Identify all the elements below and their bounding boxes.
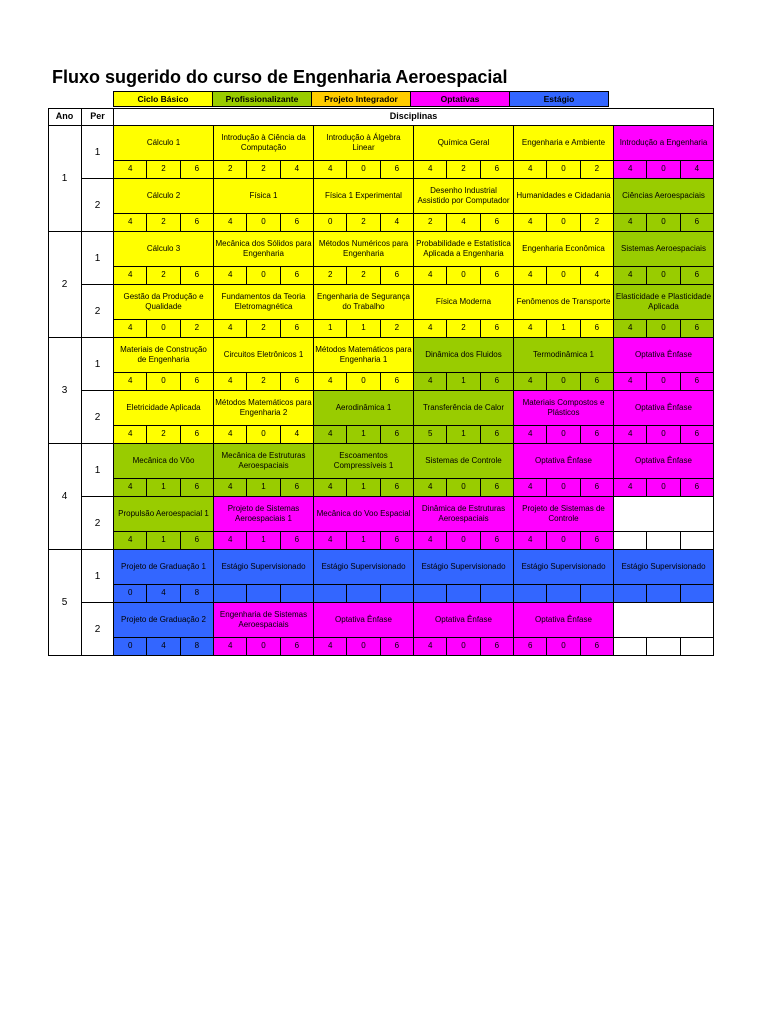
course-credit-cell: 4	[214, 320, 247, 338]
course-credit-cell	[681, 638, 714, 656]
course-credit-cell: 4	[214, 479, 247, 497]
course-credit-cell: 4	[681, 161, 714, 179]
course-credit-cell: 6	[281, 373, 314, 391]
course-name-cell: Fenômenos de Transporte	[514, 285, 614, 320]
course-credit-cell: 4	[314, 161, 347, 179]
course-credit-cell: 4	[214, 532, 247, 550]
course-credit-cell: 4	[414, 638, 447, 656]
course-name-cell: Gestão da Produção e Qualidade	[114, 285, 214, 320]
course-credit-cell	[647, 585, 680, 603]
course-credit-cell: 4	[414, 532, 447, 550]
course-name-cell: Introdução à Ciência da Computação	[214, 126, 314, 161]
course-credit-cell: 4	[414, 320, 447, 338]
course-name-cell: Mecânica do Voo Espacial	[314, 497, 414, 532]
course-name-cell: Estágio Supervisionado	[214, 550, 314, 585]
course-credit-cell: 6	[481, 214, 514, 232]
course-credit-cell: 2	[147, 426, 180, 444]
course-credit-cell: 6	[381, 267, 414, 285]
course-credit-cell: 2	[447, 320, 480, 338]
course-name-cell: Engenharia de Segurança do Trabalho	[314, 285, 414, 320]
course-credit-cell	[414, 585, 447, 603]
course-credit-cell: 6	[481, 320, 514, 338]
course-credit-cell: 4	[447, 214, 480, 232]
course-name-cell: Projeto de Graduação 1	[114, 550, 214, 585]
course-credit-cell: 4	[314, 638, 347, 656]
course-credit-cell	[547, 585, 580, 603]
course-credit-cell: 6	[581, 638, 614, 656]
course-credit-cell: 4	[114, 267, 147, 285]
course-credit-cell: 4	[214, 214, 247, 232]
course-credit-cell: 1	[247, 532, 280, 550]
course-credit-cell: 4	[314, 532, 347, 550]
course-credit-cell: 6	[281, 320, 314, 338]
course-credit-cell: 2	[381, 320, 414, 338]
course-name-cell: Circuitos Eletrônicos 1	[214, 338, 314, 373]
course-credit-cell: 2	[247, 320, 280, 338]
course-credit-cell: 4	[514, 479, 547, 497]
course-name-cell: Mecânica do Vôo	[114, 444, 214, 479]
course-credit-cell: 6	[514, 638, 547, 656]
course-credit-cell: 0	[347, 638, 380, 656]
course-credit-cell	[614, 585, 647, 603]
course-name-cell: Sistemas Aeroespaciais	[614, 232, 714, 267]
course-credit-cell: 1	[347, 532, 380, 550]
course-credit-cell: 0	[347, 161, 380, 179]
course-name-cell: Cálculo 3	[114, 232, 214, 267]
course-credit-cell: 2	[414, 214, 447, 232]
course-credit-cell: 4	[281, 161, 314, 179]
course-credit-cell: 1	[147, 532, 180, 550]
course-credit-cell: 6	[281, 267, 314, 285]
course-credit-cell: 0	[547, 161, 580, 179]
course-credit-cell: 4	[514, 373, 547, 391]
course-credit-cell: 0	[447, 638, 480, 656]
period-label: 1	[82, 338, 114, 391]
course-credit-cell: 6	[181, 373, 214, 391]
course-credit-cell: 4	[314, 426, 347, 444]
course-credit-cell	[581, 585, 614, 603]
period-label: 2	[82, 603, 114, 656]
page-title: Fluxo sugerido do curso de Engenharia Aeroespacial	[52, 67, 508, 87]
course-credit-cell	[614, 638, 647, 656]
course-credit-cell: 0	[147, 373, 180, 391]
course-credit-cell: 4	[114, 426, 147, 444]
course-credit-cell: 6	[381, 532, 414, 550]
course-credit-cell: 8	[181, 585, 214, 603]
course-credit-cell: 4	[114, 214, 147, 232]
course-name-cell: Engenharia Econômica	[514, 232, 614, 267]
course-credit-cell: 6	[481, 267, 514, 285]
legend-estagio: Estágio	[509, 91, 609, 107]
course-name-cell: Métodos Numéricos para Engenharia	[314, 232, 414, 267]
course-credit-cell: 0	[547, 426, 580, 444]
course-credit-cell: 0	[547, 214, 580, 232]
course-credit-cell: 6	[681, 267, 714, 285]
course-credit-cell	[381, 585, 414, 603]
course-credit-cell: 0	[647, 426, 680, 444]
course-credit-cell: 4	[614, 320, 647, 338]
course-credit-cell	[347, 585, 380, 603]
course-credit-cell: 6	[181, 532, 214, 550]
course-credit-cell: 2	[581, 161, 614, 179]
period-label: 2	[82, 285, 114, 338]
course-credit-cell: 0	[247, 426, 280, 444]
course-name-cell: Optativa Ênfase	[514, 444, 614, 479]
course-credit-cell	[447, 585, 480, 603]
course-credit-cell: 0	[114, 585, 147, 603]
course-name-cell: Projeto de Graduação 2	[114, 603, 214, 638]
year-label: 3	[48, 338, 82, 444]
course-credit-cell: 1	[447, 373, 480, 391]
course-name-cell: Engenharia de Sistemas Aeroespaciais	[214, 603, 314, 638]
course-credit-cell: 4	[514, 267, 547, 285]
course-credit-cell: 2	[447, 161, 480, 179]
course-credit-cell: 4	[314, 373, 347, 391]
course-credit-cell: 4	[514, 161, 547, 179]
course-credit-cell: 4	[614, 479, 647, 497]
course-credit-cell: 6	[181, 214, 214, 232]
course-credit-cell: 6	[481, 426, 514, 444]
course-credit-cell: 4	[614, 214, 647, 232]
course-name-cell: Probabilidade e Estatística Aplicada a Engenharia	[414, 232, 514, 267]
course-credit-cell: 6	[381, 373, 414, 391]
course-credit-cell	[681, 532, 714, 550]
course-credit-cell: 0	[147, 320, 180, 338]
legend-ciclo-basico: Ciclo Básico	[113, 91, 213, 107]
header-ano: Ano	[48, 108, 82, 126]
course-credit-cell: 6	[381, 479, 414, 497]
course-name-cell: Fundamentos da Teoria Eletromagnética	[214, 285, 314, 320]
course-credit-cell: 4	[114, 320, 147, 338]
course-credit-cell: 0	[647, 320, 680, 338]
course-credit-cell: 4	[114, 479, 147, 497]
course-credit-cell: 6	[581, 532, 614, 550]
course-credit-cell: 4	[414, 161, 447, 179]
course-credit-cell: 4	[414, 267, 447, 285]
course-credit-cell: 1	[547, 320, 580, 338]
course-credit-cell: 1	[347, 320, 380, 338]
period-label: 1	[82, 550, 114, 603]
course-credit-cell	[681, 585, 714, 603]
course-credit-cell: 4	[147, 638, 180, 656]
course-name-cell	[614, 603, 714, 638]
course-name-cell: Optativa Ênfase	[614, 338, 714, 373]
course-credit-cell: 0	[447, 479, 480, 497]
course-credit-cell: 6	[581, 320, 614, 338]
course-credit-cell: 0	[247, 267, 280, 285]
course-credit-cell: 6	[381, 638, 414, 656]
course-credit-cell: 0	[547, 479, 580, 497]
course-credit-cell: 1	[447, 426, 480, 444]
course-credit-cell: 6	[581, 479, 614, 497]
course-name-cell: Métodos Matemáticos para Engenharia 1	[314, 338, 414, 373]
course-name-cell: Humanidades e Cidadania	[514, 179, 614, 214]
course-credit-cell: 0	[547, 373, 580, 391]
course-credit-cell: 4	[114, 532, 147, 550]
course-name-cell: Física 1	[214, 179, 314, 214]
course-credit-cell: 2	[147, 214, 180, 232]
course-credit-cell: 4	[147, 585, 180, 603]
course-credit-cell: 0	[247, 638, 280, 656]
course-credit-cell: 1	[247, 479, 280, 497]
course-name-cell: Dinâmica de Estruturas Aeroespaciais	[414, 497, 514, 532]
course-credit-cell: 4	[514, 320, 547, 338]
year-label: 4	[48, 444, 82, 550]
course-name-cell: Estágio Supervisionado	[414, 550, 514, 585]
course-name-cell: Elasticidade e Plasticidade Aplicada	[614, 285, 714, 320]
course-name-cell: Optativa Ênfase	[614, 391, 714, 426]
course-credit-cell: 2	[347, 214, 380, 232]
course-credit-cell: 6	[481, 532, 514, 550]
course-credit-cell: 0	[647, 479, 680, 497]
header-per: Per	[82, 108, 114, 126]
course-credit-cell: 6	[481, 479, 514, 497]
course-credit-cell: 6	[581, 373, 614, 391]
course-credit-cell: 2	[147, 161, 180, 179]
course-credit-cell: 4	[214, 373, 247, 391]
period-label: 1	[82, 444, 114, 497]
course-credit-cell: 6	[181, 161, 214, 179]
course-credit-cell: 1	[347, 479, 380, 497]
course-name-cell: Física Moderna	[414, 285, 514, 320]
course-name-cell: Desenho Industrial Assistido por Computador	[414, 179, 514, 214]
course-credit-cell: 4	[614, 426, 647, 444]
legend-optativas: Optativas	[410, 91, 510, 107]
course-credit-cell: 0	[647, 267, 680, 285]
course-credit-cell	[614, 532, 647, 550]
course-name-cell: Eletricidade Aplicada	[114, 391, 214, 426]
year-label: 1	[48, 126, 82, 232]
course-credit-cell: 6	[681, 479, 714, 497]
course-credit-cell	[281, 585, 314, 603]
course-credit-cell: 4	[614, 373, 647, 391]
course-name-cell: Estágio Supervisionado	[314, 550, 414, 585]
course-credit-cell: 0	[647, 373, 680, 391]
course-credit-cell: 1	[347, 426, 380, 444]
header-disciplinas: Disciplinas	[114, 108, 714, 126]
period-label: 2	[82, 179, 114, 232]
course-credit-cell	[647, 638, 680, 656]
legend-projeto-integrador: Projeto Integrador	[311, 91, 411, 107]
course-credit-cell: 6	[481, 161, 514, 179]
course-credit-cell: 6	[281, 214, 314, 232]
course-credit-cell: 2	[247, 161, 280, 179]
course-credit-cell: 4	[514, 214, 547, 232]
course-credit-cell: 2	[314, 267, 347, 285]
course-credit-cell: 0	[547, 267, 580, 285]
course-credit-cell: 4	[214, 638, 247, 656]
period-label: 2	[82, 391, 114, 444]
course-credit-cell: 6	[381, 426, 414, 444]
course-name-cell: Engenharia e Ambiente	[514, 126, 614, 161]
course-credit-cell: 6	[281, 479, 314, 497]
course-name-cell: Projeto de Sistemas de Controle	[514, 497, 614, 532]
course-name-cell: Cálculo 2	[114, 179, 214, 214]
course-credit-cell: 6	[481, 638, 514, 656]
legend	[113, 91, 608, 108]
course-credit-cell: 4	[614, 267, 647, 285]
course-credit-cell	[247, 585, 280, 603]
course-name-cell: Optativa Ênfase	[414, 603, 514, 638]
course-credit-cell: 6	[181, 426, 214, 444]
curriculum-table	[48, 108, 714, 656]
course-credit-cell	[647, 532, 680, 550]
course-name-cell: Mecânica de Estruturas Aeroespaciais	[214, 444, 314, 479]
course-name-cell: Métodos Matemáticos para Engenharia 2	[214, 391, 314, 426]
course-name-cell: Escoamentos Compressíveis 1	[314, 444, 414, 479]
course-credit-cell: 5	[414, 426, 447, 444]
course-credit-cell	[481, 585, 514, 603]
course-name-cell: Introdução a Engenharia	[614, 126, 714, 161]
year-label: 5	[48, 550, 82, 656]
course-credit-cell: 0	[547, 532, 580, 550]
course-credit-cell: 0	[114, 638, 147, 656]
period-label: 1	[82, 126, 114, 179]
course-name-cell: Dinâmica dos Fluidos	[414, 338, 514, 373]
course-credit-cell: 4	[414, 479, 447, 497]
course-name-cell: Optativa Ênfase	[614, 444, 714, 479]
course-credit-cell: 4	[114, 373, 147, 391]
course-name-cell: Mecânica dos Sólidos para Engenharia	[214, 232, 314, 267]
course-credit-cell: 4	[614, 161, 647, 179]
course-credit-cell	[314, 585, 347, 603]
course-credit-cell: 1	[314, 320, 347, 338]
course-name-cell: Materiais Compostos e Plásticos	[514, 391, 614, 426]
course-name-cell: Química Geral	[414, 126, 514, 161]
course-credit-cell: 4	[581, 267, 614, 285]
course-credit-cell	[214, 585, 247, 603]
course-name-cell: Optativa Ênfase	[514, 603, 614, 638]
course-name-cell: Estágio Supervisionado	[614, 550, 714, 585]
course-credit-cell: 4	[514, 532, 547, 550]
course-name-cell: Transferência de Calor	[414, 391, 514, 426]
course-credit-cell: 6	[681, 320, 714, 338]
course-name-cell: Projeto de Sistemas Aeroespaciais 1	[214, 497, 314, 532]
year-label: 2	[48, 232, 82, 338]
legend-profissionalizante: Profissionalizante	[212, 91, 312, 107]
course-credit-cell: 4	[214, 426, 247, 444]
course-name-cell: Estágio Supervisionado	[514, 550, 614, 585]
course-credit-cell: 6	[681, 373, 714, 391]
course-credit-cell: 6	[181, 479, 214, 497]
course-credit-cell: 2	[214, 161, 247, 179]
course-name-cell: Introdução à Álgebra Linear	[314, 126, 414, 161]
course-credit-cell: 6	[281, 638, 314, 656]
course-credit-cell: 2	[247, 373, 280, 391]
period-label: 2	[82, 497, 114, 550]
course-credit-cell: 6	[681, 214, 714, 232]
course-credit-cell: 2	[581, 214, 614, 232]
course-credit-cell: 4	[281, 426, 314, 444]
course-credit-cell: 4	[214, 267, 247, 285]
course-credit-cell: 4	[314, 479, 347, 497]
course-credit-cell: 6	[381, 161, 414, 179]
course-credit-cell: 4	[114, 161, 147, 179]
course-name-cell: Ciências Aeroespaciais	[614, 179, 714, 214]
course-credit-cell: 0	[447, 532, 480, 550]
course-credit-cell	[514, 585, 547, 603]
period-label: 1	[82, 232, 114, 285]
course-credit-cell: 2	[147, 267, 180, 285]
course-credit-cell: 4	[514, 426, 547, 444]
course-name-cell: Termodinâmica 1	[514, 338, 614, 373]
course-credit-cell: 6	[481, 373, 514, 391]
course-credit-cell: 4	[414, 373, 447, 391]
course-credit-cell: 0	[347, 373, 380, 391]
course-credit-cell: 2	[347, 267, 380, 285]
course-name-cell: Aerodinâmica 1	[314, 391, 414, 426]
course-credit-cell: 6	[181, 267, 214, 285]
course-name-cell: Sistemas de Controle	[414, 444, 514, 479]
course-credit-cell: 8	[181, 638, 214, 656]
course-credit-cell: 0	[314, 214, 347, 232]
course-name-cell: Materiais de Construção de Engenharia	[114, 338, 214, 373]
course-credit-cell: 0	[547, 638, 580, 656]
course-credit-cell: 1	[147, 479, 180, 497]
course-name-cell: Propulsão Aeroespacial 1	[114, 497, 214, 532]
course-credit-cell: 6	[581, 426, 614, 444]
course-name-cell: Cálculo 1	[114, 126, 214, 161]
course-credit-cell: 2	[181, 320, 214, 338]
course-credit-cell: 6	[281, 532, 314, 550]
course-credit-cell: 0	[647, 161, 680, 179]
course-name-cell	[614, 497, 714, 532]
course-credit-cell: 0	[647, 214, 680, 232]
course-name-cell: Física 1 Experimental	[314, 179, 414, 214]
course-credit-cell: 0	[447, 267, 480, 285]
course-credit-cell: 4	[381, 214, 414, 232]
course-name-cell: Optativa Ênfase	[314, 603, 414, 638]
course-credit-cell: 0	[247, 214, 280, 232]
course-credit-cell: 6	[681, 426, 714, 444]
